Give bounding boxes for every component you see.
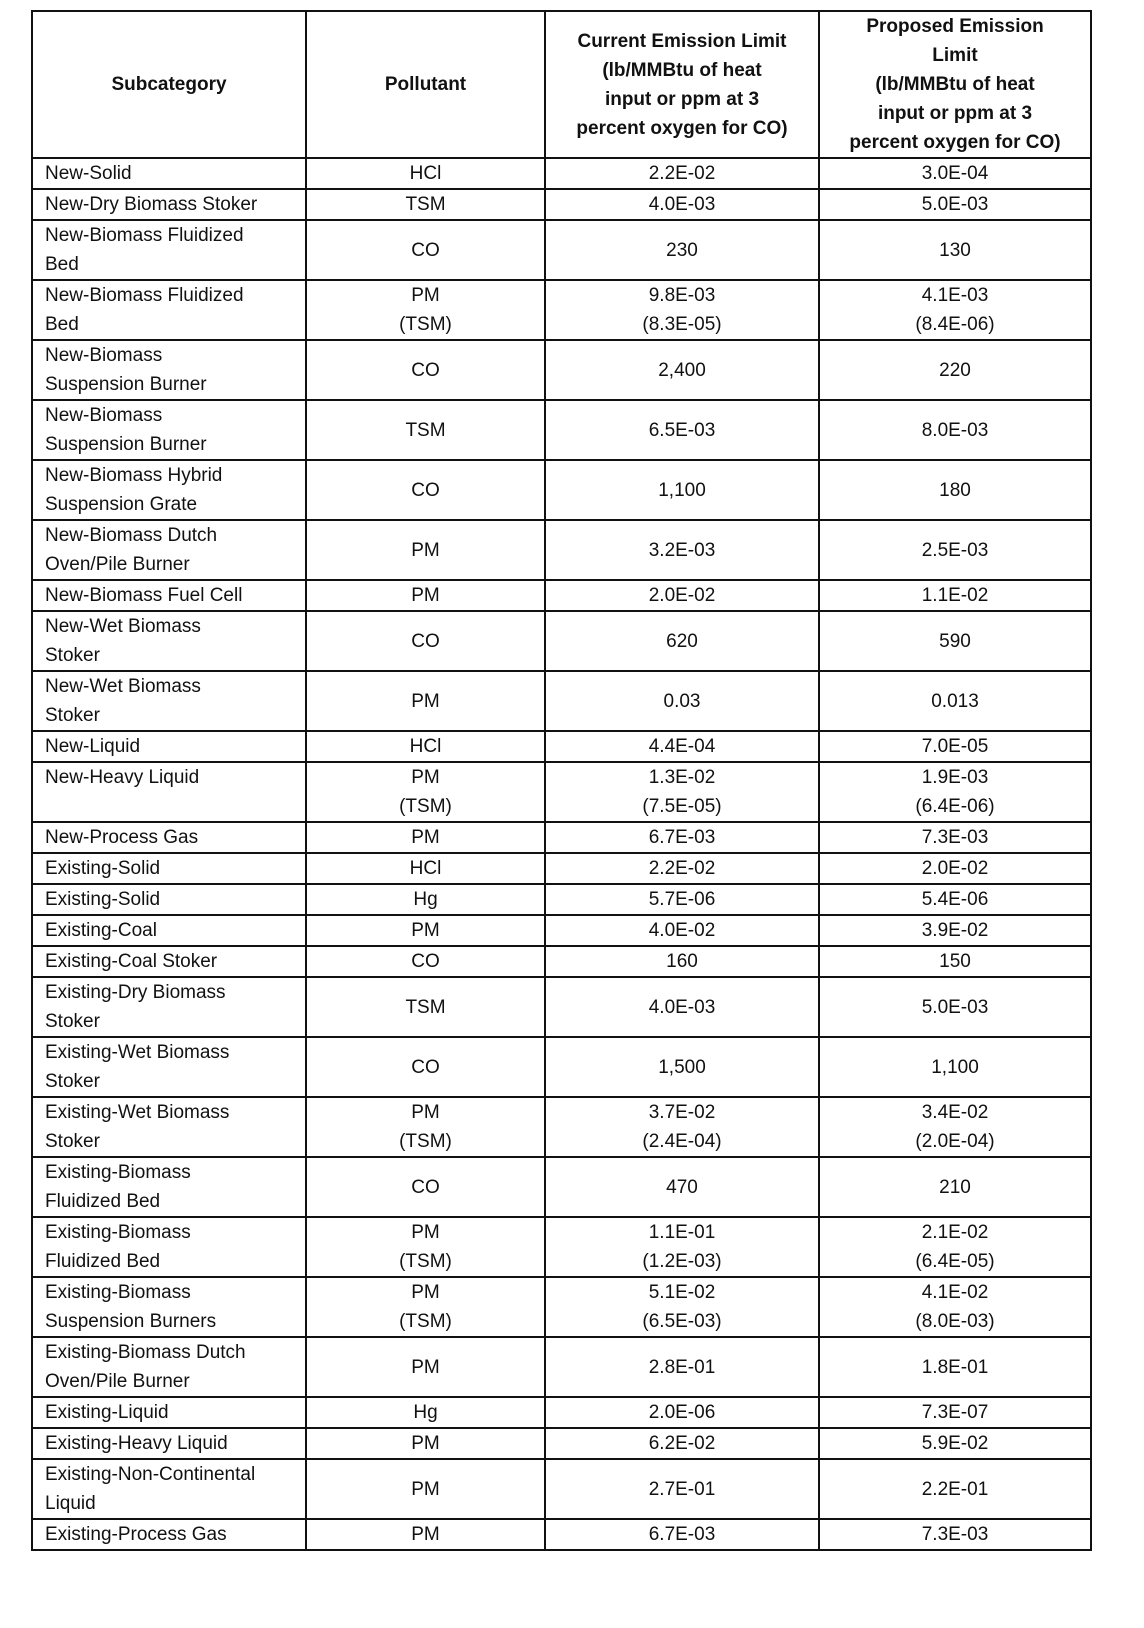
table-row bbox=[32, 1428, 1091, 1459]
table-row bbox=[32, 400, 1091, 460]
cell-proposed-limit: 7.3E-03 bbox=[819, 1519, 1091, 1550]
cell-subcategory: New-Biomass Suspension Burner bbox=[32, 340, 306, 400]
cell-subcategory: Existing-Biomass Fluidized Bed bbox=[32, 1217, 306, 1277]
cell-proposed-limit: 2.1E-02 (6.4E-05) bbox=[819, 1217, 1091, 1277]
table-row bbox=[32, 731, 1091, 762]
table-row bbox=[32, 1337, 1091, 1397]
cell-pollutant: PM (TSM) bbox=[306, 762, 545, 822]
table-row bbox=[32, 1519, 1091, 1550]
cell-current-limit: 4.0E-03 bbox=[545, 977, 819, 1037]
cell-current-limit: 0.03 bbox=[545, 671, 819, 731]
table-row bbox=[32, 1397, 1091, 1428]
header-row bbox=[32, 11, 1091, 158]
cell-proposed-limit: 1.9E-03 (6.4E-06) bbox=[819, 762, 1091, 822]
cell-current-limit: 470 bbox=[545, 1157, 819, 1217]
cell-pollutant: Hg bbox=[306, 884, 545, 915]
table-row bbox=[32, 915, 1091, 946]
cell-subcategory: Existing-Biomass Dutch Oven/Pile Burner bbox=[32, 1337, 306, 1397]
table-row bbox=[32, 1459, 1091, 1519]
table-row bbox=[32, 611, 1091, 671]
cell-current-limit: 4.0E-02 bbox=[545, 915, 819, 946]
table-row bbox=[32, 1157, 1091, 1217]
cell-pollutant: CO bbox=[306, 611, 545, 671]
cell-pollutant: PM bbox=[306, 1519, 545, 1550]
cell-proposed-limit: 5.9E-02 bbox=[819, 1428, 1091, 1459]
cell-pollutant: HCl bbox=[306, 158, 545, 189]
cell-current-limit: 6.5E-03 bbox=[545, 400, 819, 460]
cell-pollutant: PM (TSM) bbox=[306, 1277, 545, 1337]
cell-proposed-limit: 3.4E-02 (2.0E-04) bbox=[819, 1097, 1091, 1157]
cell-current-limit: 9.8E-03 (8.3E-05) bbox=[545, 280, 819, 340]
cell-pollutant: CO bbox=[306, 460, 545, 520]
table-row bbox=[32, 580, 1091, 611]
table-row bbox=[32, 946, 1091, 977]
cell-current-limit: 2,400 bbox=[545, 340, 819, 400]
cell-proposed-limit: 5.0E-03 bbox=[819, 189, 1091, 220]
table-row bbox=[32, 853, 1091, 884]
cell-subcategory: Existing-Biomass Suspension Burners bbox=[32, 1277, 306, 1337]
cell-current-limit: 2.2E-02 bbox=[545, 853, 819, 884]
cell-current-limit: 160 bbox=[545, 946, 819, 977]
cell-current-limit: 6.7E-03 bbox=[545, 1519, 819, 1550]
cell-subcategory: Existing-Coal bbox=[32, 915, 306, 946]
cell-subcategory: New-Biomass Suspension Burner bbox=[32, 400, 306, 460]
cell-proposed-limit: 5.0E-03 bbox=[819, 977, 1091, 1037]
cell-pollutant: PM (TSM) bbox=[306, 1217, 545, 1277]
cell-pollutant: PM bbox=[306, 915, 545, 946]
cell-pollutant: PM (TSM) bbox=[306, 1097, 545, 1157]
cell-pollutant: TSM bbox=[306, 977, 545, 1037]
cell-pollutant: CO bbox=[306, 1037, 545, 1097]
cell-current-limit: 4.0E-03 bbox=[545, 189, 819, 220]
cell-proposed-limit: 2.2E-01 bbox=[819, 1459, 1091, 1519]
table-row bbox=[32, 340, 1091, 400]
cell-current-limit: 1,500 bbox=[545, 1037, 819, 1097]
cell-proposed-limit: 2.0E-02 bbox=[819, 853, 1091, 884]
cell-subcategory: New-Wet Biomass Stoker bbox=[32, 671, 306, 731]
cell-proposed-limit: 590 bbox=[819, 611, 1091, 671]
table-row bbox=[32, 158, 1091, 189]
cell-proposed-limit: 4.1E-02 (8.0E-03) bbox=[819, 1277, 1091, 1337]
table-row bbox=[32, 977, 1091, 1037]
cell-current-limit: 2.0E-06 bbox=[545, 1397, 819, 1428]
cell-proposed-limit: 7.3E-03 bbox=[819, 822, 1091, 853]
cell-pollutant: TSM bbox=[306, 189, 545, 220]
table-row bbox=[32, 460, 1091, 520]
header-subcategory: Subcategory bbox=[32, 11, 306, 158]
cell-current-limit: 620 bbox=[545, 611, 819, 671]
cell-subcategory: Existing-Coal Stoker bbox=[32, 946, 306, 977]
cell-proposed-limit: 3.0E-04 bbox=[819, 158, 1091, 189]
cell-subcategory: New-Solid bbox=[32, 158, 306, 189]
cell-proposed-limit: 8.0E-03 bbox=[819, 400, 1091, 460]
cell-proposed-limit: 1.1E-02 bbox=[819, 580, 1091, 611]
cell-subcategory: New-Process Gas bbox=[32, 822, 306, 853]
table-row bbox=[32, 884, 1091, 915]
table-row bbox=[32, 822, 1091, 853]
table-row bbox=[32, 1037, 1091, 1097]
cell-proposed-limit: 0.013 bbox=[819, 671, 1091, 731]
cell-pollutant: CO bbox=[306, 340, 545, 400]
cell-subcategory: Existing-Solid bbox=[32, 884, 306, 915]
cell-proposed-limit: 1.8E-01 bbox=[819, 1337, 1091, 1397]
cell-pollutant: CO bbox=[306, 220, 545, 280]
cell-current-limit: 5.7E-06 bbox=[545, 884, 819, 915]
table-row bbox=[32, 189, 1091, 220]
table-row bbox=[32, 762, 1091, 822]
cell-current-limit: 1,100 bbox=[545, 460, 819, 520]
cell-proposed-limit: 130 bbox=[819, 220, 1091, 280]
cell-current-limit: 2.2E-02 bbox=[545, 158, 819, 189]
cell-proposed-limit: 7.0E-05 bbox=[819, 731, 1091, 762]
header-pollutant: Pollutant bbox=[306, 11, 545, 158]
cell-proposed-limit: 1,100 bbox=[819, 1037, 1091, 1097]
cell-subcategory: Existing-Liquid bbox=[32, 1397, 306, 1428]
cell-subcategory: New-Biomass Fluidized Bed bbox=[32, 220, 306, 280]
table-row bbox=[32, 1277, 1091, 1337]
cell-proposed-limit: 4.1E-03 (8.4E-06) bbox=[819, 280, 1091, 340]
cell-pollutant: PM bbox=[306, 1337, 545, 1397]
cell-subcategory: New-Biomass Hybrid Suspension Grate bbox=[32, 460, 306, 520]
cell-subcategory: New-Liquid bbox=[32, 731, 306, 762]
cell-subcategory: Existing-Wet Biomass Stoker bbox=[32, 1037, 306, 1097]
cell-proposed-limit: 210 bbox=[819, 1157, 1091, 1217]
cell-subcategory: New-Biomass Fluidized Bed bbox=[32, 280, 306, 340]
cell-current-limit: 3.2E-03 bbox=[545, 520, 819, 580]
cell-proposed-limit: 3.9E-02 bbox=[819, 915, 1091, 946]
cell-current-limit: 6.7E-03 bbox=[545, 822, 819, 853]
cell-current-limit: 6.2E-02 bbox=[545, 1428, 819, 1459]
table-row bbox=[32, 671, 1091, 731]
cell-proposed-limit: 150 bbox=[819, 946, 1091, 977]
cell-proposed-limit: 180 bbox=[819, 460, 1091, 520]
table-row bbox=[32, 1217, 1091, 1277]
cell-current-limit: 2.0E-02 bbox=[545, 580, 819, 611]
cell-subcategory: Existing-Solid bbox=[32, 853, 306, 884]
table-row bbox=[32, 280, 1091, 340]
cell-pollutant: PM bbox=[306, 1459, 545, 1519]
cell-pollutant: CO bbox=[306, 946, 545, 977]
cell-pollutant: PM (TSM) bbox=[306, 280, 545, 340]
cell-subcategory: Existing-Wet Biomass Stoker bbox=[32, 1097, 306, 1157]
cell-proposed-limit: 2.5E-03 bbox=[819, 520, 1091, 580]
cell-current-limit: 2.8E-01 bbox=[545, 1337, 819, 1397]
cell-subcategory: Existing-Heavy Liquid bbox=[32, 1428, 306, 1459]
cell-pollutant: PM bbox=[306, 580, 545, 611]
cell-pollutant: Hg bbox=[306, 1397, 545, 1428]
cell-subcategory: Existing-Biomass Fluidized Bed bbox=[32, 1157, 306, 1217]
cell-current-limit: 2.7E-01 bbox=[545, 1459, 819, 1519]
cell-subcategory: Existing-Non-Continental Liquid bbox=[32, 1459, 306, 1519]
cell-pollutant: PM bbox=[306, 671, 545, 731]
cell-pollutant: CO bbox=[306, 1157, 545, 1217]
cell-current-limit: 4.4E-04 bbox=[545, 731, 819, 762]
header-proposed-limit: Proposed Emission Limit (lb/MMBtu of heat input or ppm at 3 percent oxygen for CO) bbox=[819, 11, 1091, 158]
cell-subcategory: Existing-Process Gas bbox=[32, 1519, 306, 1550]
cell-subcategory: Existing-Dry Biomass Stoker bbox=[32, 977, 306, 1037]
cell-pollutant: HCl bbox=[306, 853, 545, 884]
cell-subcategory: New-Heavy Liquid bbox=[32, 762, 306, 822]
cell-current-limit: 3.7E-02 (2.4E-04) bbox=[545, 1097, 819, 1157]
cell-proposed-limit: 7.3E-07 bbox=[819, 1397, 1091, 1428]
cell-subcategory: New-Biomass Dutch Oven/Pile Burner bbox=[32, 520, 306, 580]
cell-proposed-limit: 220 bbox=[819, 340, 1091, 400]
cell-subcategory: New-Wet Biomass Stoker bbox=[32, 611, 306, 671]
cell-current-limit: 230 bbox=[545, 220, 819, 280]
table-row bbox=[32, 1097, 1091, 1157]
table-row bbox=[32, 520, 1091, 580]
cell-current-limit: 5.1E-02 (6.5E-03) bbox=[545, 1277, 819, 1337]
cell-pollutant: PM bbox=[306, 1428, 545, 1459]
cell-subcategory: New-Biomass Fuel Cell bbox=[32, 580, 306, 611]
table-row bbox=[32, 220, 1091, 280]
cell-subcategory: New-Dry Biomass Stoker bbox=[32, 189, 306, 220]
table-body bbox=[32, 158, 1091, 1550]
cell-pollutant: TSM bbox=[306, 400, 545, 460]
cell-pollutant: PM bbox=[306, 520, 545, 580]
cell-current-limit: 1.3E-02 (7.5E-05) bbox=[545, 762, 819, 822]
emission-limits-table bbox=[31, 10, 1092, 1551]
cell-current-limit: 1.1E-01 (1.2E-03) bbox=[545, 1217, 819, 1277]
cell-pollutant: HCl bbox=[306, 731, 545, 762]
cell-pollutant: PM bbox=[306, 822, 545, 853]
header-current-limit: Current Emission Limit (lb/MMBtu of heat input or ppm at 3 percent oxygen for CO) bbox=[545, 11, 819, 158]
cell-proposed-limit: 5.4E-06 bbox=[819, 884, 1091, 915]
